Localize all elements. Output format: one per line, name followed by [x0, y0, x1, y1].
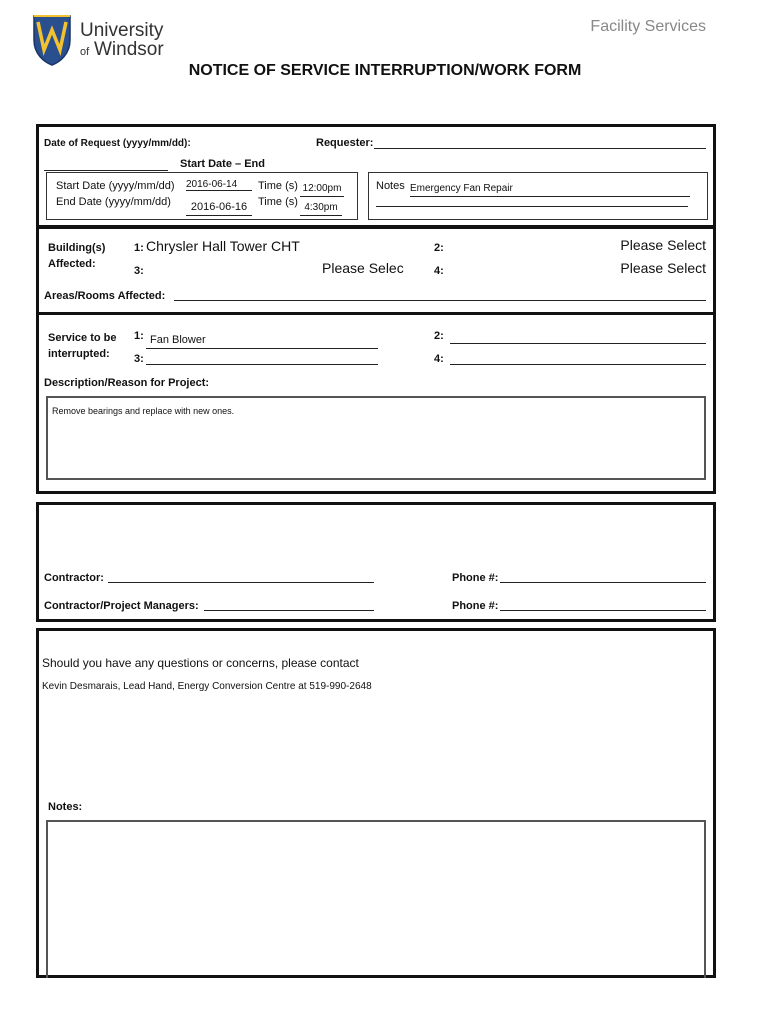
logo-of-text: of	[80, 46, 90, 58]
building-4-select[interactable]: Please Select	[620, 260, 706, 276]
end-date-label: End Date (yyyy/mm/dd)	[56, 196, 171, 208]
end-time-label: Time (s)	[258, 196, 298, 208]
notes-field-line1[interactable]	[410, 178, 690, 197]
managers-phone-field[interactable]	[500, 610, 706, 611]
start-time-value: 12:00pm	[302, 183, 342, 194]
service-1-field[interactable]	[146, 330, 378, 349]
start-time-label: Time (s)	[258, 180, 298, 192]
building-1-number: 1:	[134, 242, 144, 254]
building-2-select[interactable]: Please Select	[620, 237, 706, 253]
date-of-request-label: Date of Request (yyyy/mm/dd):	[44, 138, 191, 149]
notes-textarea[interactable]	[46, 820, 706, 978]
service-2-field[interactable]	[450, 343, 706, 344]
start-end-heading: Start Date – End	[180, 158, 265, 170]
contractor-label: Contractor:	[44, 572, 104, 584]
service-1-value: Fan Blower	[150, 334, 206, 346]
end-time-field[interactable]	[300, 197, 342, 216]
areas-rooms-field[interactable]	[174, 300, 706, 301]
notes-field-line2[interactable]	[376, 206, 688, 207]
buildings-label-line1: Building(s)	[48, 242, 106, 254]
building-4-number: 4:	[434, 265, 444, 277]
contractor-phone-field[interactable]	[500, 582, 706, 583]
form-title: NOTICE OF SERVICE INTERRUPTION/WORK FORM	[188, 62, 582, 79]
service-4-field[interactable]	[450, 364, 706, 365]
description-field[interactable]	[46, 396, 706, 480]
contractor-field[interactable]	[108, 582, 374, 583]
project-managers-field[interactable]	[204, 610, 374, 611]
service-4-number: 4:	[434, 353, 444, 365]
service-label-line1: Service to be	[48, 332, 117, 344]
service-1-number: 1:	[134, 330, 144, 342]
service-2-number: 2:	[434, 330, 444, 342]
description-value: Remove bearings and replace with new ones.	[52, 406, 235, 416]
department-name: Facility Services	[590, 18, 706, 35]
shield-crest-icon	[32, 14, 72, 66]
end-date-field[interactable]	[186, 197, 252, 216]
requester-label: Requester:	[316, 137, 374, 149]
logo-university-text: University	[80, 20, 164, 41]
requester-field[interactable]	[374, 148, 706, 149]
start-time-field[interactable]	[300, 178, 344, 197]
end-date-value: 2016-06-16	[190, 201, 248, 213]
service-3-field[interactable]	[146, 364, 378, 365]
buildings-label-line2: Affected:	[48, 258, 96, 270]
building-3-select[interactable]: Please Selec	[322, 260, 404, 276]
notes-label: Notes	[376, 180, 405, 192]
contractor-phone-label: Phone #:	[452, 572, 499, 584]
section-divider	[36, 312, 716, 315]
building-3-number: 3:	[134, 265, 144, 277]
building-1-select[interactable]: Chrysler Hall Tower CHT	[146, 238, 300, 254]
start-date-value: 2016-06-14	[186, 179, 238, 190]
notes-value: Emergency Fan Repair	[410, 183, 513, 194]
service-label-line2: interrupted:	[48, 348, 110, 360]
date-of-request-field[interactable]	[44, 170, 168, 171]
logo-windsor-text: Windsor	[94, 39, 164, 60]
service-3-number: 3:	[134, 353, 144, 365]
end-time-value: 4:30pm	[304, 202, 338, 213]
areas-rooms-label: Areas/Rooms Affected:	[44, 290, 166, 302]
managers-phone-label: Phone #:	[452, 600, 499, 612]
questions-text: Should you have any questions or concerns, please contact	[42, 656, 359, 670]
start-date-field[interactable]	[186, 178, 252, 191]
start-date-label: Start Date (yyyy/mm/dd)	[56, 180, 175, 192]
notes-section-label: Notes:	[48, 801, 83, 813]
building-2-number: 2:	[434, 242, 444, 254]
contact-person-text: Kevin Desmarais, Lead Hand, Energy Conversion Centre at 519-990-2648	[42, 681, 372, 692]
project-managers-label: Contractor/Project Managers:	[44, 600, 199, 612]
description-label: Description/Reason for Project:	[44, 377, 210, 389]
